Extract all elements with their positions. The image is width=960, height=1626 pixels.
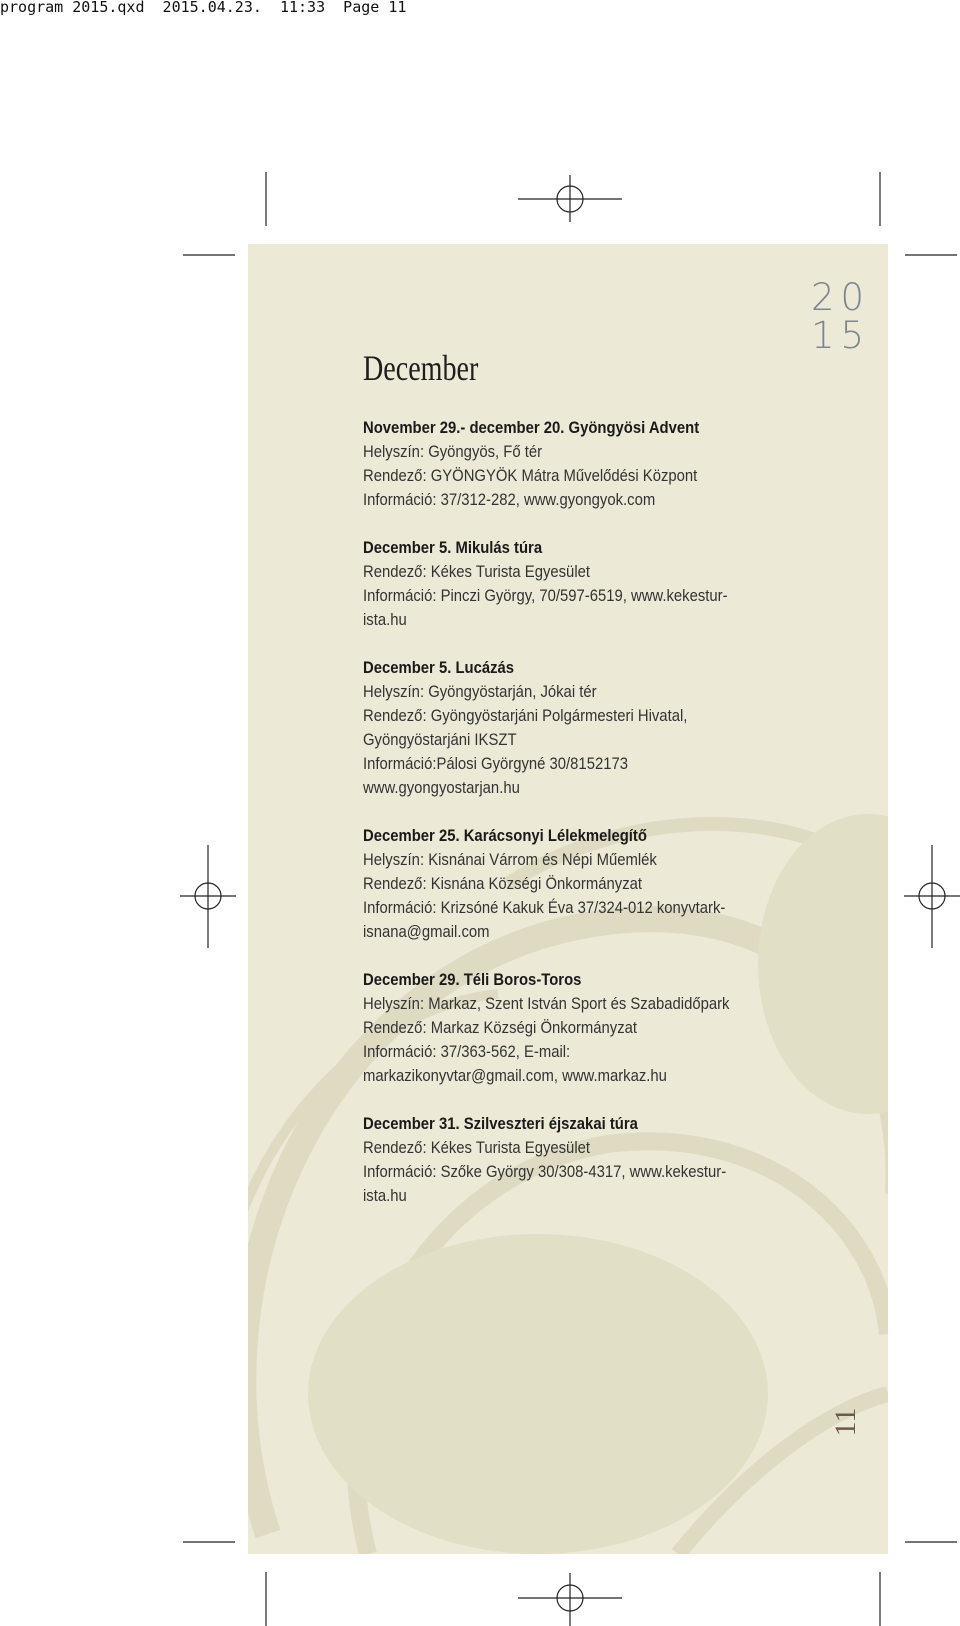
event-title: December 31. Szilveszteri éjszakai túra [363, 1115, 638, 1133]
event-line: Rendező: Kisnána Községi Önkormányzat [363, 875, 643, 893]
event-title: December 5. Lucázás [363, 659, 515, 677]
event-line: Helyszín: Gyöngyös, Fő tér [363, 443, 543, 461]
brochure-page [248, 244, 888, 1554]
event-line: Rendező: Kékes Turista Egyesület [363, 1139, 591, 1157]
event-line: Rendező: Gyöngyöstarjáni Polgármesteri Hivatal, [363, 707, 688, 725]
event-line: Információ: 37/363-562, E-mail: [363, 1043, 571, 1061]
event-line: ista.hu [363, 611, 407, 629]
event-line: Helyszín: Markaz, Szent István Sport és Szabadidőpark [363, 995, 730, 1013]
event-item [363, 416, 823, 512]
event-item [363, 656, 823, 800]
event-line: Információ: Szőke György 30/308-4317, www.kekestur- [363, 1163, 727, 1181]
year-label [811, 276, 871, 357]
event-item [363, 968, 823, 1088]
event-item [363, 824, 823, 944]
event-line: Információ: Pinczi György, 70/597-6519, www.kekestur- [363, 587, 728, 605]
event-item [363, 1112, 823, 1208]
event-line: Rendező: Markaz Községi Önkormányzat [363, 1019, 638, 1037]
event-line: markazikonyvtar@gmail.com, www.markaz.hu [363, 1067, 667, 1085]
year-top: 20 [811, 276, 871, 319]
page-number: 11 [829, 1407, 862, 1437]
event-line: Rendező: GYÖNGYÖK Mátra Művelődési Központ [363, 467, 698, 485]
event-title: November 29.- december 20. Gyöngyösi Advent [363, 419, 700, 437]
print-slug: program 2015.qxd 2015.04.23. 11:33 Page 11 [0, 0, 407, 16]
event-item [363, 536, 823, 632]
event-line: Helyszín: Gyöngyöstarján, Jókai tér [363, 683, 597, 701]
month-title: December [363, 348, 479, 388]
event-line: Információ: Krizsóné Kakuk Éva 37/324-012 konyvtark- [363, 899, 726, 917]
events-content [363, 348, 823, 1232]
event-line: Információ:Pálosi Györgyné 30/8152173 [363, 755, 628, 773]
event-title: December 29. Téli Boros-Toros [363, 971, 582, 989]
event-line: Helyszín: Kisnánai Várrom és Népi Műemlék [363, 851, 657, 869]
event-title: December 5. Mikulás túra [363, 539, 543, 557]
event-title: December 25. Karácsonyi Lélekmelegítő [363, 827, 647, 845]
event-line: Információ: 37/312-282, www.gyongyok.com [363, 491, 656, 509]
event-line: www.gyongyostarjan.hu [363, 779, 520, 797]
event-line: isnana@gmail.com [363, 923, 490, 941]
event-line: Rendező: Kékes Turista Egyesület [363, 563, 591, 581]
event-line: ista.hu [363, 1187, 407, 1205]
event-line: Gyöngyöstarjáni IKSZT [363, 731, 517, 749]
year-bottom: 15 [811, 314, 871, 357]
